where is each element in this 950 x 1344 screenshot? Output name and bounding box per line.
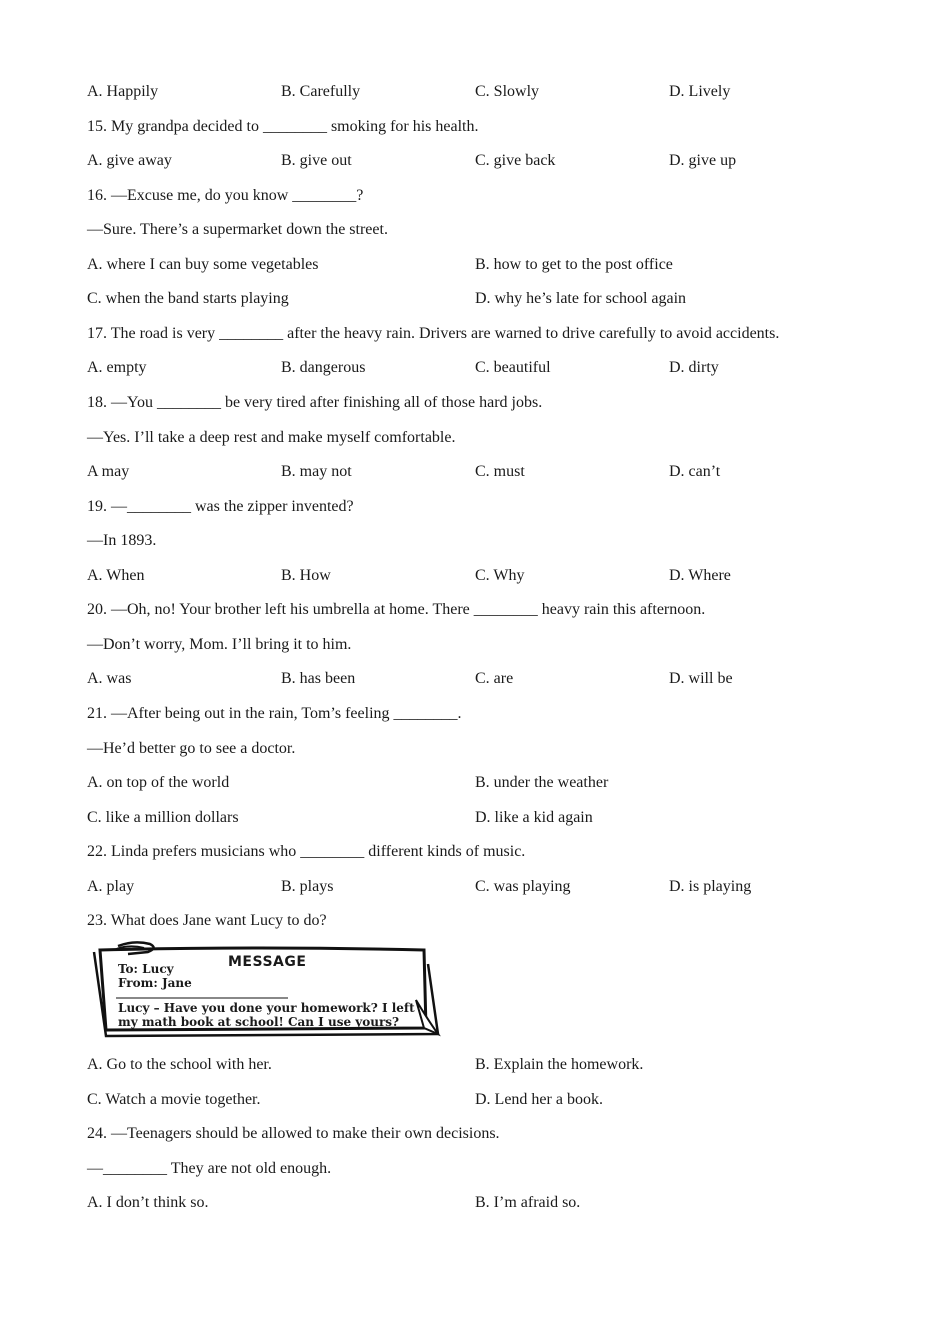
q23-option-d: D. Lend her a book. (475, 1091, 603, 1108)
q16-option-c: C. when the band starts playing (87, 290, 289, 307)
q15-option-d: D. give up (669, 152, 737, 169)
q23-stem: 23. What does Jane want Lucy to do? (87, 912, 327, 929)
note-from: From: Jane (118, 976, 192, 990)
q21-stem: 21. —After being out in the rain, Tom’s feeling ________. (87, 705, 462, 722)
q23-option-c: C. Watch a movie together. (87, 1091, 261, 1108)
q18-option-c: C. must (475, 463, 525, 480)
q23-option-a: A. Go to the school with her. (87, 1056, 272, 1073)
q20-option-c: C. are (475, 670, 514, 687)
q20-option-b: B. has been (281, 670, 356, 687)
q15-option-b: B. give out (281, 152, 352, 169)
q21-option-c: C. like a million dollars (87, 809, 239, 826)
q18-option-a: A may (87, 463, 130, 480)
q24-reply: —________ They are not old enough. (87, 1160, 332, 1177)
q14-option-b: B. Carefully (281, 83, 361, 100)
q19-option-a: A. When (87, 567, 145, 584)
q17-option-b: B. dangerous (281, 359, 366, 376)
q19-stem: 19. —________ was the zipper invented? (87, 498, 354, 515)
q16-option-d: D. why he’s late for school again (475, 290, 687, 307)
q20-option-d: D. will be (669, 670, 733, 687)
q23-option-b: B. Explain the homework. (475, 1056, 644, 1073)
q21-reply: —He’d better go to see a doctor. (87, 740, 296, 757)
q21-option-d: D. like a kid again (475, 809, 593, 826)
q15-option-c: C. give back (475, 152, 556, 169)
q19-option-d: D. Where (669, 567, 731, 584)
q20-option-a: A. was (87, 670, 132, 687)
q18-reply: —Yes. I’ll take a deep rest and make myself comfortable. (87, 429, 456, 446)
note-body: Lucy – Have you done your homework? I left my math book at school! Can I use yours? (118, 1001, 415, 1029)
q18-stem: 18. —You ________ be very tired after finishing all of those hard jobs. (87, 394, 543, 411)
q20-stem: 20. —Oh, no! Your brother left his umbrella at home. There ________ heavy rain this afternoon. (87, 601, 706, 618)
q16-stem: 16. —Excuse me, do you know ________? (87, 187, 364, 204)
q17-option-a: A. empty (87, 359, 147, 376)
q18-option-b: B. may not (281, 463, 352, 480)
message-note-image (88, 940, 443, 1042)
q20-reply: —Don’t worry, Mom. I’ll bring it to him. (87, 636, 352, 653)
q24-option-a: A. I don’t think so. (87, 1194, 209, 1211)
q15-option-a: A. give away (87, 152, 172, 169)
q15-stem: 15. My grandpa decided to ________ smoking for his health. (87, 118, 479, 135)
q22-option-d: D. is playing (669, 878, 752, 895)
note-title: MESSAGE (228, 954, 307, 970)
q22-option-b: B. plays (281, 878, 334, 895)
q19-reply: —In 1893. (87, 532, 157, 549)
q18-option-d: D. can’t (669, 463, 721, 480)
q22-option-c: C. was playing (475, 878, 571, 895)
note-to: To: Lucy (118, 962, 174, 976)
q21-option-b: B. under the weather (475, 774, 609, 791)
q19-option-c: C. Why (475, 567, 525, 584)
q16-option-a: A. where I can buy some vegetables (87, 256, 319, 273)
q24-stem: 24. —Teenagers should be allowed to make their own decisions. (87, 1125, 500, 1142)
q21-option-a: A. on top of the world (87, 774, 230, 791)
q24-option-b: B. I’m afraid so. (475, 1194, 581, 1211)
q22-stem: 22. Linda prefers musicians who ________ different kinds of music. (87, 843, 526, 860)
q14-option-c: C. Slowly (475, 83, 540, 100)
q16-reply: —Sure. There’s a supermarket down the street. (87, 221, 388, 238)
q19-option-b: B. How (281, 567, 331, 584)
q22-option-a: A. play (87, 878, 135, 895)
q16-option-b: B. how to get to the post office (475, 256, 673, 273)
q14-option-d: D. Lively (669, 83, 731, 100)
q14-option-a: A. Happily (87, 83, 159, 100)
q17-stem: 17. The road is very ________ after the heavy rain. Drivers are warned to drive carefully to avoid accidents. (87, 325, 780, 342)
q17-option-d: D. dirty (669, 359, 719, 376)
q17-option-c: C. beautiful (475, 359, 551, 376)
